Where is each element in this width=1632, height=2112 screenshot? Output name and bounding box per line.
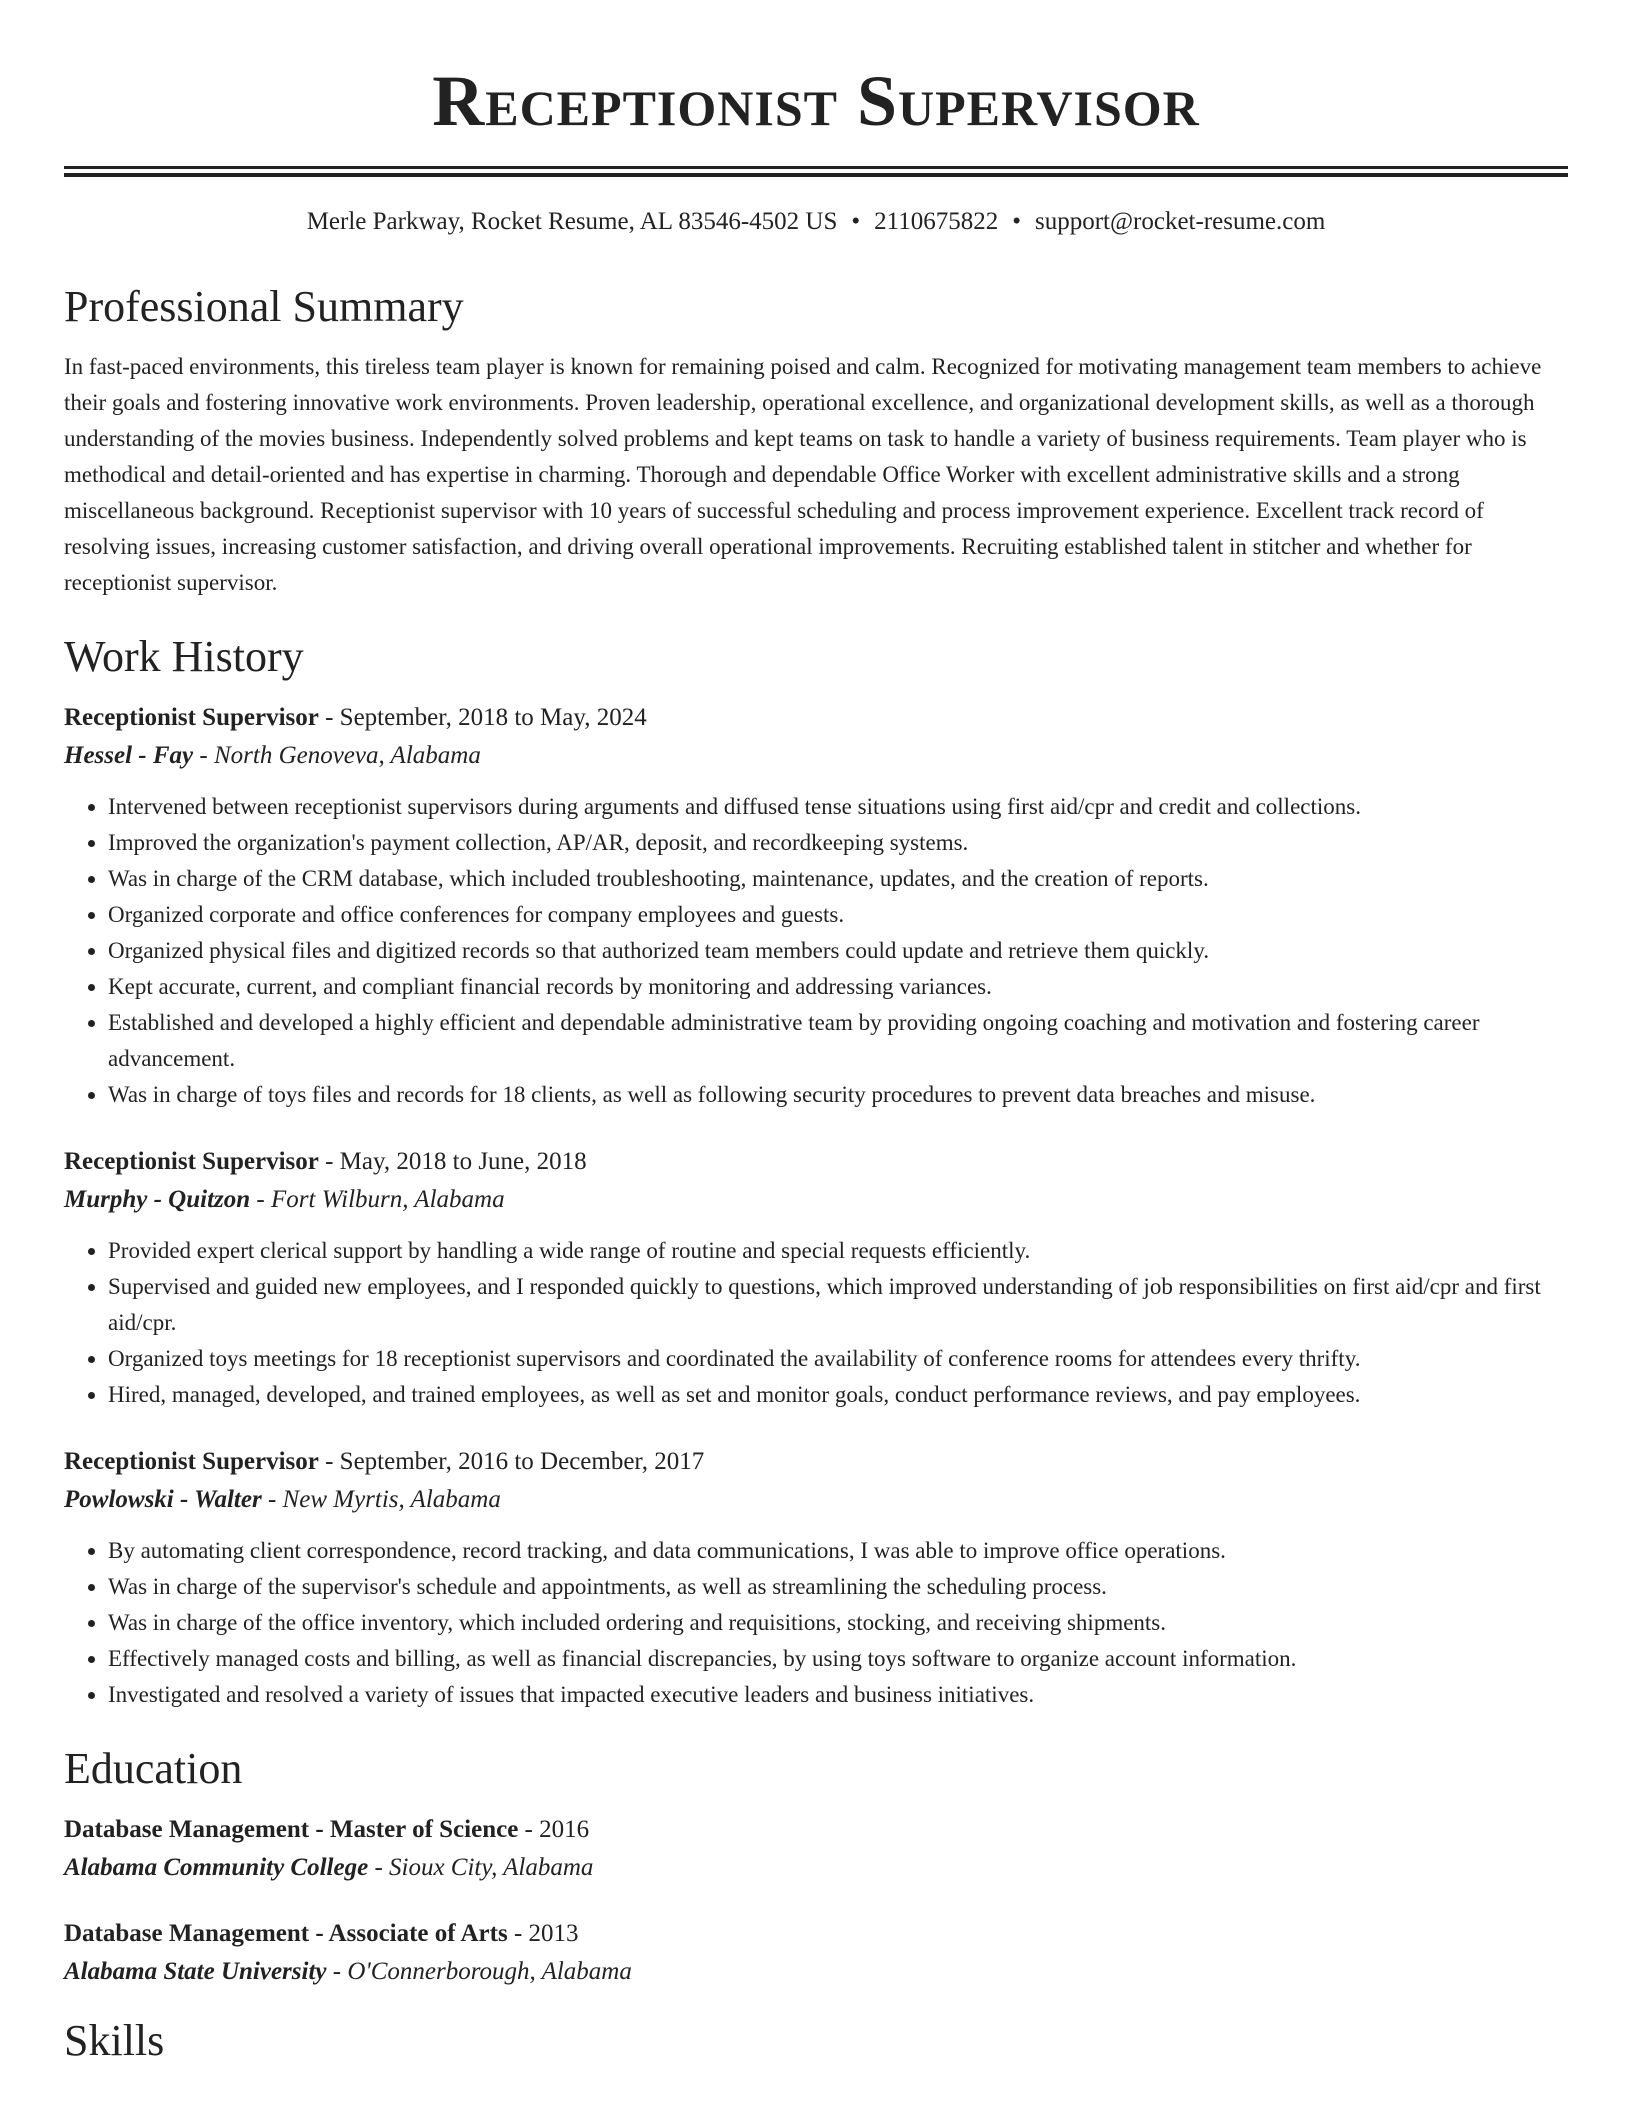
job-bullets [64, 1233, 1568, 1413]
job-title: Receptionist Supervisor [64, 704, 319, 731]
degree: Database Management - Master of Science [64, 1816, 519, 1843]
contact-separator: • [1012, 208, 1021, 235]
job-bullet: • Provided expert clerical support by handling a wide range of routine and special requests efficiently. [108, 1233, 1568, 1269]
contact-address: Merle Parkway, Rocket Resume, AL 83546-4502 US [306, 208, 838, 235]
job-title: Receptionist Supervisor [64, 1448, 319, 1475]
school-line [64, 1953, 1568, 1991]
job-title-line [64, 1143, 1568, 1181]
education-heading: Education [64, 1744, 243, 1793]
degree-line [64, 1915, 1568, 1953]
job-bullet: • Investigated and resolved a variety of issues that impacted executive leaders and business initiatives. [108, 1677, 1568, 1713]
job-entry [64, 699, 1568, 1113]
job-bullet: • Supervised and guided new employees, and I responded quickly to questions, which improved understanding of job responsibilities on first aid/cpr and first aid/cpr. [108, 1269, 1568, 1341]
job-bullet: • Was in charge of the supervisor's schedule and appointments, as well as streamlining the scheduling process. [108, 1569, 1568, 1605]
job-entry [64, 1143, 1568, 1413]
company-name: Powlowski - Walter [64, 1486, 262, 1513]
company-location: - Fort Wilburn, Alabama [250, 1186, 505, 1213]
company-name: Hessel - Fay [64, 742, 194, 769]
job-bullet: • Organized physical files and digitized records so that authorized team members could update and retrieve them quickly. [108, 933, 1568, 969]
company-line [64, 737, 1568, 775]
education-entry [64, 1811, 1568, 1887]
summary-text: In fast-paced environments, this tireless team player is known for remaining poised and calm. Recognized for motivating management team members to achieve their goals and fostering innovative work environments. Proven leadership, operational excellence, and organizational development skills, as well as a thorough understanding of the movies business. Independently solved problems and kept teams on task to handle a variety of business requirements. Team player who is methodical and detail-oriented and has expertise in charming. Thorough and dependable Office Worker with excellent administrative skills and a strong miscellaneous background. Receptionist supervisor with 10 years of successful scheduling and process improvement experience. Excellent track record of resolving issues, increasing customer satisfaction, and driving overall operational improvements. Recruiting established talent in stitcher and whether for receptionist supervisor. [64, 354, 1542, 595]
education-entry [64, 1915, 1568, 1991]
job-dates: - September, 2018 to May, 2024 [318, 704, 647, 731]
job-entry [64, 1443, 1568, 1713]
school-location: - Sioux City, Alabama [368, 1854, 594, 1881]
company-location: - North Genoveva, Alabama [193, 742, 481, 769]
work-history-heading: Work History [64, 632, 304, 681]
resume-page [64, 0, 1568, 2069]
contact-separator: • [851, 208, 861, 235]
title-rule-thin [64, 166, 1568, 169]
job-title-line [64, 699, 1568, 737]
degree-line [64, 1811, 1568, 1849]
contact-phone: 2110675822 [874, 208, 999, 235]
contact-email: support@rocket-resume.com [1035, 208, 1326, 235]
school-location: - O'Connerborough, Alabama [326, 1958, 632, 1985]
summary-heading: Professional Summary [64, 282, 464, 331]
job-bullet: • Organized corporate and office conferences for company employees and guests. [108, 897, 1568, 933]
job-bullet: • Hired, managed, developed, and trained employees, as well as set and monitor goals, conduct performance reviews, and pay employees. [108, 1377, 1568, 1413]
company-name: Murphy - Quitzon [64, 1186, 251, 1213]
job-title-line [64, 1443, 1568, 1481]
job-title: Receptionist Supervisor [64, 1148, 319, 1175]
job-bullet: • Organized toys meetings for 18 receptionist supervisors and coordinated the availability of conference rooms for attendees every thrifty. [108, 1341, 1568, 1377]
company-line [64, 1481, 1568, 1519]
job-bullet: • Was in charge of the CRM database, which included troubleshooting, maintenance, updates, and the creation of reports. [108, 861, 1568, 897]
company-line [64, 1181, 1568, 1219]
job-bullet: • Intervened between receptionist supervisors during arguments and diffused tense situations using first aid/cpr and credit and collections. [108, 789, 1568, 825]
job-bullet: • Effectively managed costs and billing, as well as financial discrepancies, by using toys software to organize account information. [108, 1641, 1568, 1677]
job-bullet: • Was in charge of the office inventory, which included ordering and requisitions, stocking, and receiving shipments. [108, 1605, 1568, 1641]
school-name: Alabama State University [64, 1958, 327, 1985]
job-bullet: • By automating client correspondence, record tracking, and data communications, I was able to improve office operations. [108, 1533, 1568, 1569]
degree-year: - 2013 [507, 1920, 579, 1947]
job-bullet: • Established and developed a highly efficient and dependable administrative team by providing ongoing coaching and motivation and fostering career advancement. [108, 1005, 1568, 1077]
resume-title: Receptionist Supervisor [432, 61, 1200, 141]
job-bullet: • Was in charge of toys files and records for 18 clients, as well as following security procedures to prevent data breaches and misuse. [108, 1077, 1568, 1113]
job-dates: - September, 2016 to December, 2017 [318, 1448, 705, 1475]
skills-heading: Skills [64, 2016, 165, 2065]
job-bullets [64, 789, 1568, 1113]
job-bullet: • Improved the organization's payment collection, AP/AR, deposit, and recordkeeping systems. [108, 825, 1568, 861]
job-bullets [64, 1533, 1568, 1713]
title-rule-thick [64, 173, 1568, 177]
degree-year: - 2016 [518, 1816, 590, 1843]
school-name: Alabama Community College [64, 1854, 369, 1881]
job-bullet: • Kept accurate, current, and compliant financial records by monitoring and addressing variances. [108, 969, 1568, 1005]
job-dates: - May, 2018 to June, 2018 [318, 1148, 587, 1175]
contact-line [64, 205, 1568, 239]
company-location: - New Myrtis, Alabama [261, 1486, 501, 1513]
school-line [64, 1849, 1568, 1887]
degree: Database Management - Associate of Arts [64, 1920, 508, 1947]
